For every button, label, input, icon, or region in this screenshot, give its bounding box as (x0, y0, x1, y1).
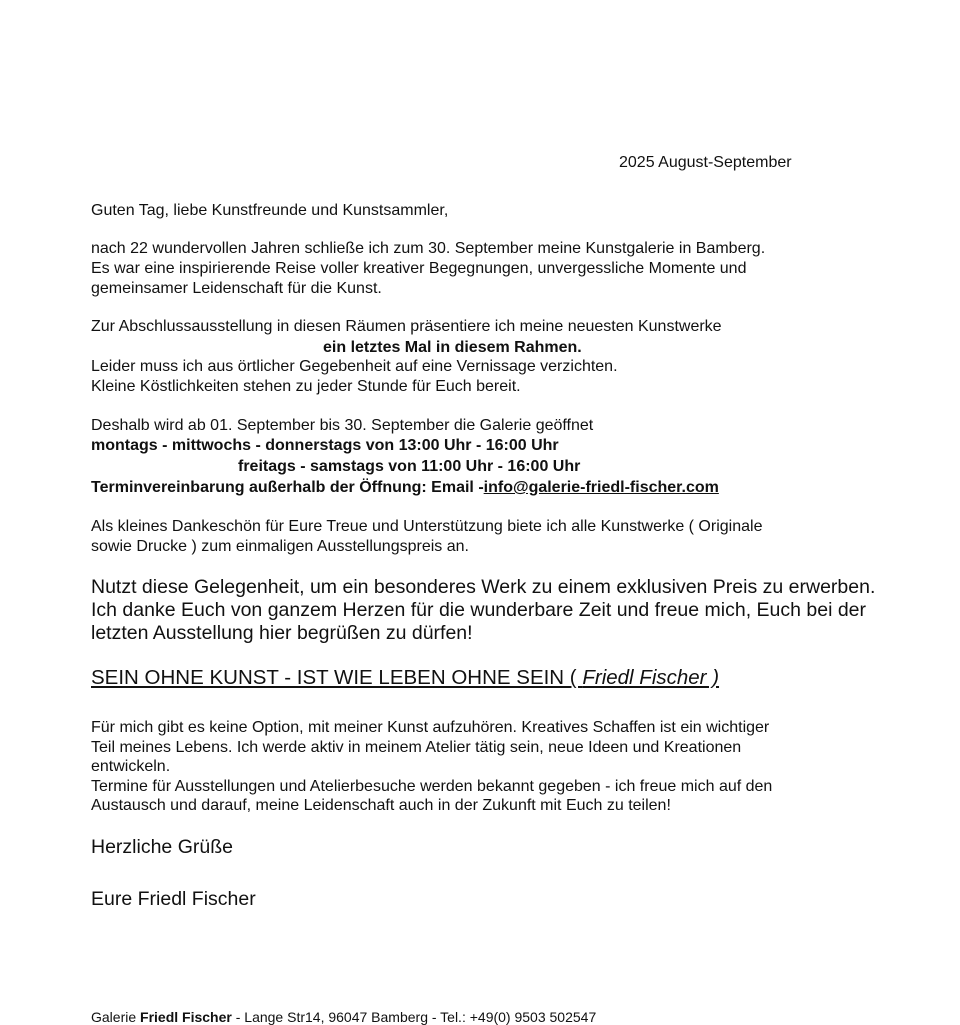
appointment-line (91, 478, 719, 497)
future-line-1: Für mich gibt es keine Option, mit meiner Kunst aufzuhören. Kreatives Schaffen ist ein wichtiger (91, 719, 770, 736)
thanks-line-2: sowie Drucke ) zum einmaligen Ausstellungspreis an. (91, 538, 469, 555)
footer-address: - Lange Str14, 96047 Bamberg - Tel.: +49(0) 9503 502547 (231, 1009, 597, 1025)
opportunity-line-1: Nutzt diese Gelegenheit, um ein besonderes Werk zu einem exklusiven Preis zu erwerben. (91, 576, 876, 598)
motto-text: SEIN OHNE KUNST - IST WIE LEBEN OHNE SEIN ( (91, 666, 583, 689)
hours-intro: Deshalb wird ab 01. September bis 30. September die Galerie geöffnet (91, 417, 594, 434)
future-line-3: entwickeln. (91, 758, 171, 775)
intro-line-3: gemeinsamer Leidenschaft für die Kunst. (91, 280, 382, 297)
exhibition-line-4: Kleine Köstlichkeiten stehen zu jeder Stunde für Euch bereit. (91, 378, 521, 395)
opportunity-line-3: letzten Ausstellung hier begrüßen zu dürfen! (91, 622, 473, 644)
exhibition-highlight: ein letztes Mal in diesem Rahmen. (323, 339, 582, 356)
intro-line-2: Es war eine inspirierende Reise voller kreativer Begegnungen, unvergessliche Momente und (91, 260, 747, 277)
footer-gallery-name: Friedl Fischer (140, 1009, 232, 1025)
email-link[interactable]: info@galerie-friedl-fischer.com (483, 479, 719, 496)
hours-weekend: freitags - samstags von 11:00 Uhr - 16:00 Uhr (238, 458, 581, 475)
motto-author: Friedl Fischer ) (582, 666, 720, 689)
appointment-label: Terminvereinbarung außerhalb der Öffnung: Email - (91, 479, 484, 496)
future-line-5: Austausch und darauf, meine Leidenschaft auch in der Zukunft mit Euch zu teilen! (91, 797, 671, 814)
exhibition-line-3: Leider muss ich aus örtlicher Gegebenheit auf eine Vernissage verzichten. (91, 358, 618, 375)
thanks-line-1: Als kleines Dankeschön für Eure Treue und Unterstützung biete ich alle Kunstwerke ( Originale (91, 518, 763, 535)
greeting: Guten Tag, liebe Kunstfreunde und Kunstsammler, (91, 202, 449, 219)
signature: Eure Friedl Fischer (91, 888, 256, 910)
hours-weekdays: montags - mittwochs - donnerstags von 13:00 Uhr - 16:00 Uhr (91, 437, 559, 454)
exhibition-line-1: Zur Abschlussausstellung in diesen Räumen präsentiere ich meine neuesten Kunstwerke (91, 318, 722, 335)
footer-prefix: Galerie (91, 1009, 141, 1025)
footer (91, 1009, 596, 1025)
opportunity-line-2: Ich danke Euch von ganzem Herzen für die wunderbare Zeit und freue mich, Euch bei der (91, 599, 867, 621)
letter-date: 2025 August-September (619, 154, 792, 171)
future-line-4: Termine für Ausstellungen und Atelierbesuche werden bekannt gegeben - ich freue mich auf den (91, 778, 773, 795)
future-line-2: Teil meines Lebens. Ich werde aktiv in meinem Atelier tätig sein, neue Ideen und Kreationen (91, 739, 742, 756)
motto (91, 666, 719, 690)
intro-line-1: nach 22 wundervollen Jahren schließe ich zum 30. September meine Kunstgalerie in Bamberg. (91, 240, 766, 257)
closing: Herzliche Grüße (91, 836, 233, 858)
